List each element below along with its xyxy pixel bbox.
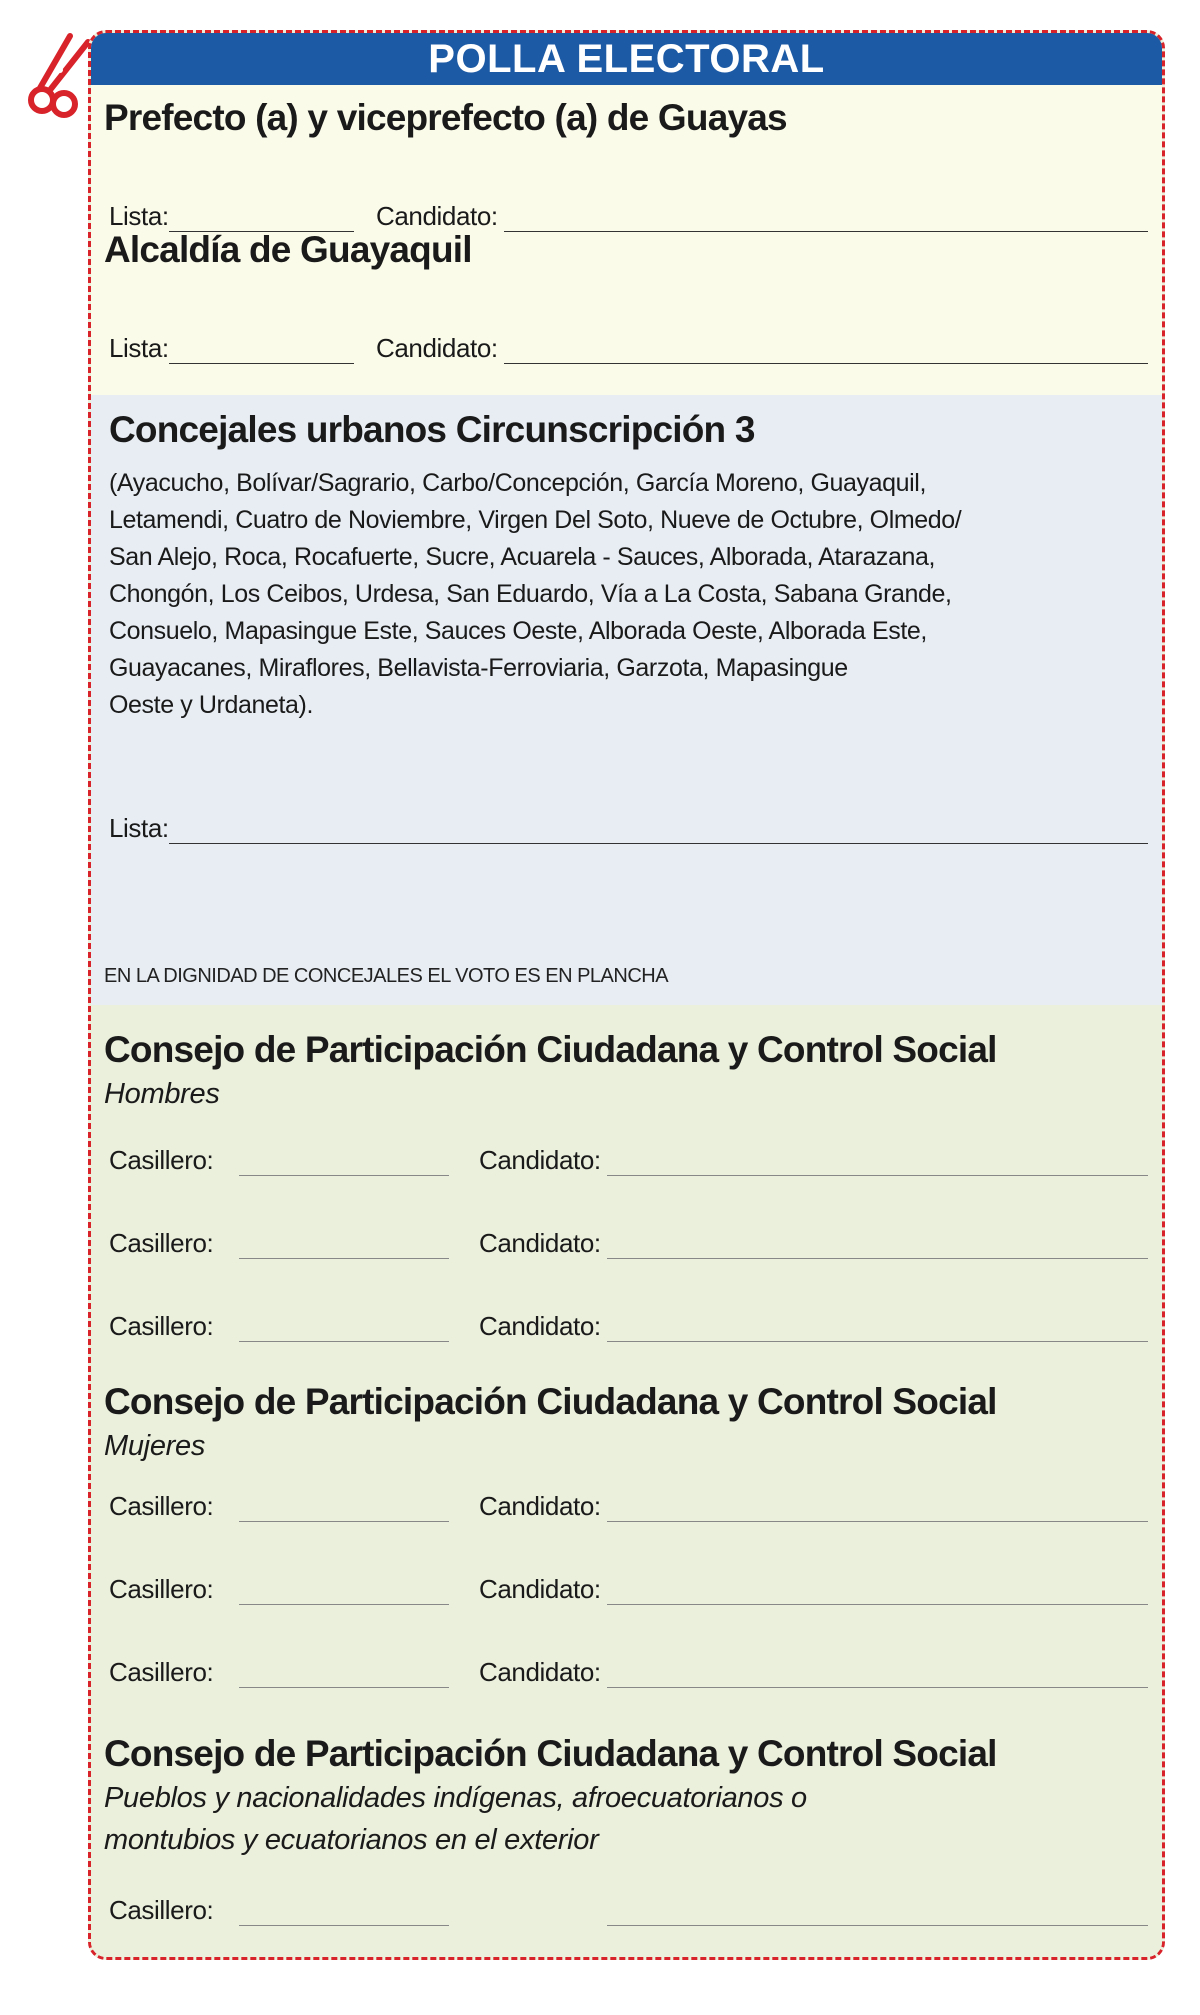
candidato-field[interactable]	[607, 1341, 1148, 1342]
parish-line: (Ayacucho, Bolívar/Sagrario, Carbo/Concepción, García Moreno, Guayaquil,	[109, 469, 927, 497]
concejales-title: Concejales urbanos Circunscripción 3	[109, 409, 755, 450]
alcaldia-title: Alcaldía de Guayaquil	[104, 229, 472, 270]
section-cpccs	[91, 1023, 1162, 1960]
candidato-label: Candidato:	[479, 1145, 601, 1175]
casillero-label: Casillero:	[109, 1311, 214, 1341]
casillero-label: Casillero:	[109, 1657, 214, 1687]
cpccs-pueblos-subtitle-1: Pueblos y nacionalidades indígenas, afroecuatorianos o	[104, 1782, 807, 1814]
concejales-note: EN LA DIGNIDAD DE CONCEJALES EL VOTO ES EN PLANCHA	[104, 965, 669, 987]
casillero-label: Casillero:	[109, 1574, 214, 1604]
cpccs-mujeres-title: Consejo de Participación Ciudadana y Control Social	[104, 1381, 997, 1422]
candidato-label: Candidato:	[479, 1491, 601, 1521]
parish-line: San Alejo, Roca, Rocafuerte, Sucre, Acuarela - Sauces, Alborada, Atarazana,	[109, 543, 936, 571]
alcaldia-lista-label: Lista:	[109, 333, 169, 363]
cpccs-pueblos-subtitle-2: montubios y ecuatorianos en el exterior	[104, 1824, 599, 1856]
candidato-field[interactable]	[607, 1521, 1148, 1522]
candidato-label: Candidato:	[479, 1228, 601, 1258]
casillero-label: Casillero:	[109, 1145, 214, 1175]
concejales-parishes	[109, 465, 961, 724]
prefecto-lista-label: Lista:	[109, 201, 169, 231]
parish-line: Chongón, Los Ceibos, Urdesa, San Eduardo, Vía a La Costa, Sabana Grande,	[109, 580, 952, 608]
prefecto-candidato-label: Candidato:	[376, 201, 498, 231]
ballot-card	[88, 30, 1165, 1960]
candidato-label: Candidato:	[479, 1657, 601, 1687]
candidato-field[interactable]	[607, 1925, 1148, 1926]
cpccs-hombres-subtitle: Hombres	[104, 1078, 220, 1110]
cpccs-mujeres-subtitle: Mujeres	[104, 1430, 206, 1462]
concejales-lista-label: Lista:	[109, 813, 169, 843]
casillero-field[interactable]	[239, 1521, 449, 1522]
casillero-label: Casillero:	[109, 1491, 214, 1521]
casillero-field[interactable]	[239, 1604, 449, 1605]
alcaldia-lista-field[interactable]	[169, 363, 354, 364]
casillero-field[interactable]	[239, 1687, 449, 1688]
parish-line: Guayacanes, Miraflores, Bellavista-Ferroviaria, Garzota, Mapasingue	[109, 654, 848, 682]
casillero-label: Casillero:	[109, 1228, 214, 1258]
casillero-field[interactable]	[239, 1341, 449, 1342]
candidato-field[interactable]	[607, 1258, 1148, 1259]
casillero-label: Casillero:	[109, 1895, 214, 1925]
scissors-icon	[26, 30, 96, 120]
section-concejales	[91, 395, 1162, 1005]
casillero-field[interactable]	[239, 1175, 449, 1176]
cpccs-hombres-title: Consejo de Participación Ciudadana y Control Social	[104, 1029, 997, 1070]
candidato-label: Candidato:	[479, 1574, 601, 1604]
section-prefecto-alcaldia	[91, 85, 1162, 395]
alcaldia-candidato-field[interactable]	[504, 363, 1148, 364]
prefecto-title: Prefecto (a) y viceprefecto (a) de Guayas	[104, 97, 787, 138]
candidato-field[interactable]	[607, 1604, 1148, 1605]
casillero-field[interactable]	[239, 1258, 449, 1259]
prefecto-candidato-field[interactable]	[504, 231, 1148, 232]
casillero-field[interactable]	[239, 1925, 449, 1926]
candidato-label: Candidato:	[479, 1311, 601, 1341]
concejales-lista-field[interactable]	[169, 843, 1148, 844]
cpccs-pueblos-title: Consejo de Participación Ciudadana y Control Social	[104, 1733, 997, 1774]
candidato-field[interactable]	[607, 1687, 1148, 1688]
parish-line: Oeste y Urdaneta).	[109, 691, 314, 719]
alcaldia-candidato-label: Candidato:	[376, 333, 498, 363]
header-title: POLLA ELECTORAL	[91, 33, 1162, 85]
parish-line: Consuelo, Mapasingue Este, Sauces Oeste, Alborada Oeste, Alborada Este,	[109, 617, 927, 645]
parish-line: Letamendi, Cuatro de Noviembre, Virgen Del Soto, Nueve de Octubre, Olmedo/	[109, 506, 962, 534]
candidato-field[interactable]	[607, 1175, 1148, 1176]
